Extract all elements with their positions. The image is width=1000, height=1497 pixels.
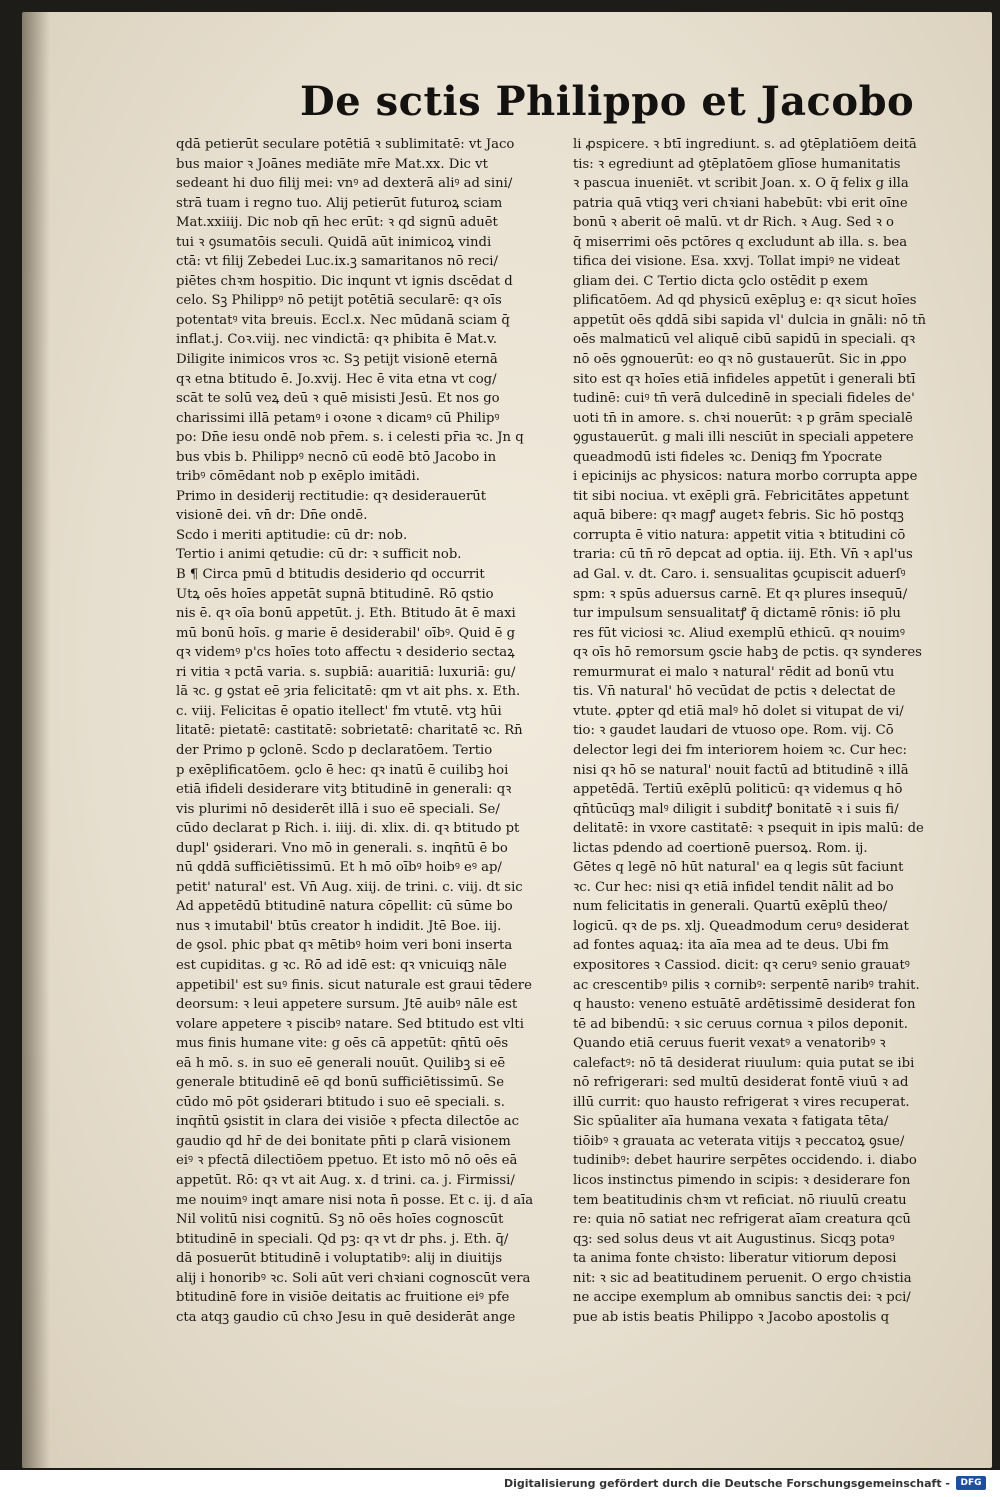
text-line: corrupta ē vitio natura: appetit vitia ꝛ btitudini cō <box>573 527 906 543</box>
text-line: gliam dei. C Tertio dicta ꝯclo ostēdit p exem <box>573 273 869 289</box>
text-line: i epicinijs ac physicos: natura morbo corrupta appe <box>573 469 918 485</box>
text-line: visionē dei. vn̄ dr: Dn̄e ondē. <box>176 508 368 524</box>
text-line: btitudinē fore in visiōe deitatis ac fruitione eiꝰ pfe <box>176 1290 510 1306</box>
text-line: res fūt viciosi ꝛc. Aliud exemplū ethicū. qꝛ nouimꝰ <box>573 625 905 641</box>
text-line: qꝛ videmꝰ p'cs hoīes toto affectu ꝛ desiderio sectaꝝ <box>176 645 515 661</box>
text-line: nō refrigerari: sed multū desiderat fontē viuū ꝛ ad <box>573 1075 909 1091</box>
text-line: bus vbis b. Philippꝰ necnō cū eodē btō Jacobo in <box>176 449 497 465</box>
text-line: q hausto: veneno estuātē ardētissimē desiderat fon <box>573 997 916 1013</box>
text-line: appetūt oēs qddā sibi sapida vl' dulcia in gnāli: nō tn̄ <box>573 312 927 328</box>
text-line: lā ꝛc. g ꝯstat eē ȝria felicitatē: qm vt ait phs. x. Eth. <box>176 684 521 700</box>
text-line: plificatōem. Ad qd physicū exēpluꝫ e: qꝛ sicut hoīes <box>573 293 917 309</box>
text-line: ad fontes aquaꝝ: ita aīa mea ad te deus. Ubi fm <box>573 938 889 954</box>
text-line: charissimi illā petamꝰ i oꝛone ꝛ dicamꝰ cū Philipꝰ <box>176 410 500 426</box>
text-line: vis plurimi nō desiderēt illā i suo eē speciali. Se/ <box>176 801 500 817</box>
page-header: De sctis Philippo et Jacobo <box>300 78 915 125</box>
text-line: tit sibi nociua. vt exēpli grā. Febricitātes appetunt <box>573 488 909 504</box>
text-line: etiā ifideli desiderare vitꝫ btitudinē in generali: qꝛ <box>176 782 512 798</box>
text-line: ꝯgustauerūt. g mali illi nesciūt in speciali appetere <box>573 430 914 446</box>
text-line: tiōibꝰ ꝛ grauata ac veterata vitijs ꝛ peccatoꝝ ꝯsue/ <box>573 1133 905 1149</box>
text-line: oēs malmaticū vel aliquē cibū sapidū in speciali. qꝛ <box>573 332 916 348</box>
text-line: ri vitia ꝛ pctā varia. s. supbiā: auaritiā: luxuriā: gu/ <box>176 664 516 680</box>
text-line: illū currit: quo hausto refrigerat ꝛ vires recuperat. <box>573 1094 910 1110</box>
funding-notice: Digitalisierung gefördert durch die Deutsche Forschungsgemeinschaft - <box>503 1477 950 1490</box>
text-line: btitudinē in speciali. Qd pꝫ: qꝛ vt dr phs. j. Eth. q̄/ <box>176 1231 509 1247</box>
text-line: eiꝰ ꝛ pfectā dilectiōem ppetuo. Et isto mō nō oēs eā <box>176 1153 518 1169</box>
text-line: sedeant hi duo filij mei: vnꝰ ad dexterā aliꝰ ad sini/ <box>176 176 513 192</box>
text-line: ꝛ pascua inueniēt. vt scribit Joan. x. O q̄ felix g illa <box>573 176 909 192</box>
text-line: pue ab istis beatis Philippo ꝛ Jacobo apostolis q <box>573 1309 890 1325</box>
text-line: remurmurat ei malo ꝛ natural' rēdit ad bonū vtu <box>573 664 895 680</box>
text-line: scāt te solū veꝝ deū ꝛ quē misisti Jesū. Et nos go <box>176 391 500 407</box>
text-line: tis: ꝛ egrediunt ad ꝯtēplatōem glīose humanitatis <box>573 156 901 172</box>
text-line: volare appetere ꝛ piscibꝰ natare. Sed btitudo est vlti <box>176 1016 524 1032</box>
text-line: me nouimꝰ inqt amare nisi nota n̄ posse. Et c. ij. d aīa <box>176 1192 534 1208</box>
text-line: po: Dn̄e iesu ondē nob pr̄em. s. i celesti pr̄ia ꝛc. Jn q <box>176 430 524 446</box>
text-line: tifica dei visione. Esa. xxvj. Tollat impiꝰ ne videat <box>573 254 900 270</box>
text-line: ac crescentibꝰ pilis ꝛ cornibꝰ: serpentē naribꝰ trahit. <box>573 977 920 993</box>
text-line: vtute. ꝓpter qd etiā malꝰ hō dolet si vitupat de vi/ <box>573 703 904 719</box>
text-line: qdā petierūt seculare potētiā ꝛ sublimitatē: vt Jaco <box>176 137 515 152</box>
text-line: est cupiditas. g ꝛc. Rō ad idē est: qꝛ vnicuiqꝫ nāle <box>176 957 507 973</box>
text-line: licos instinctus pimendo in scipis: ꝛ desiderare fon <box>573 1172 911 1188</box>
text-line: tui ꝛ ꝯsumatōis seculi. Quidā aūt inimicoꝝ vindi <box>176 234 492 250</box>
text-line: B ¶ Circa pmū d btitudis desiderio qd occurrit <box>176 567 485 583</box>
text-line: qꝫ: sed solus deus vt ait Augustinus. Sicqꝫ potaꝰ <box>573 1231 895 1247</box>
text-line: tis. Vn̄ natural' hō vecūdat de pctis ꝛ delectat de <box>573 684 896 700</box>
text-line: ꝛc. Cur hec: nisi qꝛ etiā infidel tendit nālit ad bo <box>573 879 894 895</box>
text-line: Scdo i meriti aptitudie: cū dr: nob. <box>176 527 408 543</box>
text-line: sito est qꝛ hoīes etiā infideles appetūt i generali btī <box>573 371 916 387</box>
text-line: Tertio i animi qetudie: cū dr: ꝛ sufficit nob. <box>176 547 462 563</box>
text-line: petit' natural' est. Vn̄ Aug. xiij. de trini. c. viij. dt sic <box>176 879 523 895</box>
text-line: tudinibꝰ: debet haurire serpētes occidendo. i. diabo <box>573 1153 917 1169</box>
text-line: uoti tn̄ in amore. s. chꝛi nouerūt: ꝛ p grām specialē <box>573 410 913 426</box>
text-line: tur impulsum sensualitatꝭ q̄ dictamē rōnis: iō plu <box>573 606 901 622</box>
text-line: potentatꝰ vita breuis. Eccl.x. Nec mūdanā sciam q̄ <box>176 312 510 328</box>
text-line: nit: ꝛ sic ad beatitudinem peruenit. O ergo chꝛistia <box>573 1270 912 1286</box>
text-line: appetibil' est suꝰ finis. sicut naturale est graui tēdere <box>176 977 532 993</box>
text-line: Ad appetēdū btitudinē natura cōpellit: cū sūme bo <box>176 899 513 915</box>
text-line: strā tuam i regno tuo. Alij petierūt futuroꝝ sciam <box>176 195 503 211</box>
text-line: deorsum: ꝛ leui appetere sursum. Jtē auibꝰ nāle est <box>176 997 518 1013</box>
text-line: appetēdā. Tertiū exēplū politicū: qꝛ videmus q hō <box>573 782 903 798</box>
text-line: generale btitudinē eē qd bonū sufficiētissimū. Se <box>176 1075 505 1091</box>
text-line: calefactꝰ: nō tā desiderat riuulum: quia putat se ibi <box>573 1055 915 1071</box>
text-line: Diligite inimicos vros ꝛc. Sꝫ petijt visionē eternā <box>176 352 498 368</box>
text-line: lictas pdendo ad coertionē puersoꝝ. Rom. ij. <box>573 840 868 856</box>
dfg-logo: DFG <box>956 1476 986 1490</box>
text-line: queadmodū isti fideles ꝛc. Deniqꝫ fm Ypocrate <box>573 449 883 465</box>
text-line: de ꝯsol. phic pbat qꝛ mētibꝰ hoim veri boni inserta <box>176 938 513 954</box>
text-line: expositores ꝛ Cassiod. dicit: qꝛ ceruꝰ senio grauatꝰ <box>573 957 910 973</box>
text-line: delector legi dei fm interiorem hoiem ꝛc. Cur hec: <box>573 742 907 758</box>
text-line: delitatē: in vxore castitatē: ꝛ psequit in ipis malū: de <box>573 821 924 837</box>
text-line: c. viij. Felicitas ē opatio itellect' fm vtutē. vtꝫ hūi <box>176 703 502 719</box>
text-line: Quando etiā ceruus fuerit vexatꝰ a venatoribꝰ ꝛ <box>573 1036 886 1052</box>
text-line: Mat.xxiiij. Dic nob qn̄ hec erūt: ꝛ qd signū aduēt <box>176 215 498 231</box>
text-line: patria quā vtiqꝫ veri chꝛiani habebūt: vbi erit oīne <box>573 195 908 211</box>
text-line: li ꝓspicere. ꝛ btī ingrediunt. s. ad ꝯtēplatiōem deitā <box>573 137 917 152</box>
text-line: num felicitatis in generali. Quartū exēplū theo/ <box>573 899 888 915</box>
text-line: qꝛ oīs hō remorsum ꝯscie habꝫ de pctis. qꝛ synderes <box>573 645 922 661</box>
text-line: eā h mō. s. in suo eē generali nouūt. Quilibꝫ si eē <box>176 1055 506 1071</box>
text-line: nō oēs ꝯgnouerūt: eo qꝛ nō gustauerūt. Sic in ꝓpo <box>573 352 907 368</box>
text-line: nus ꝛ imutabil' btūs creator h indidit. Jtē Boe. iij. <box>176 918 502 934</box>
text-column-right <box>573 135 963 1325</box>
text-line: tio: ꝛ gaudet laudari de vtuoso ope. Rom. vij. Cō <box>573 723 894 739</box>
text-line: litatē: pietatē: castitatē: sobrietatē: charitatē ꝛc. Rn̄ <box>176 723 523 739</box>
text-line: qꝛ etna btitudo ē. Jo.xvij. Hec ē vita etna vt cog/ <box>176 371 497 387</box>
text-line: nū qddā sufficiētissimū. Et h mō oībꝰ hoibꝰ eꝰ ap/ <box>176 860 502 876</box>
text-line: ctā: vt filij Zebedei Luc.ix.ꝫ samaritanos nō reci/ <box>176 254 498 270</box>
text-line: tribꝰ cōmēdant nob p exēplo imitādi. <box>176 469 420 485</box>
text-line: mū bonū hoīs. g marie ē desiderabil' oībꝰ. Quid ē g <box>176 625 516 641</box>
text-line: der Primo p ꝯclonē. Scdo p declaratōem. Tertio <box>176 742 493 758</box>
text-line: dā posuerūt btitudinē i voluptatibꝰ: alij in diuitijs <box>176 1251 503 1267</box>
text-line: Gētes q legē nō hūt natural' ea q legis sūt faciunt <box>573 860 904 876</box>
text-line: appetūt. Rō: qꝛ vt ait Aug. x. d trini. ca. j. Firmissi/ <box>176 1172 515 1188</box>
text-line: nisi qꝛ hō se natural' nouit factū ad btitudinē ꝛ illā <box>573 762 909 778</box>
text-line: ta anima fonte chꝛisto: liberatur vitiorum deposi <box>573 1251 897 1267</box>
text-line: traria: cū tn̄ rō depcat ad optia. iij. Eth. Vn̄ ꝛ apl'us <box>573 547 913 563</box>
text-line: tem beatitudinis chꝛm vt reficiat. nō riuulū creatu <box>573 1192 907 1208</box>
text-line: ne accipe exemplum ab omnibus sanctis dei: ꝛ pci/ <box>573 1290 911 1306</box>
text-line: mus finis humane vite: g oēs cā appetūt: qn̄tū oēs <box>176 1036 509 1052</box>
text-line: Sic spūaliter aīa humana vexata ꝛ fatigata tēta/ <box>573 1114 889 1130</box>
text-line: spm: ꝛ spūs aduersus carnē. Et qꝛ plures insequū/ <box>573 586 908 602</box>
text-line: re: quia nō satiat nec refrigerat aīam creatura qcū <box>573 1212 911 1228</box>
text-line: q̄ miserrimi oēs pctōres q excludunt ab illa. s. bea <box>573 234 908 250</box>
gutter-shadow <box>22 12 50 1468</box>
text-line: alij i honoribꝰ ꝛc. Soli aūt veri chꝛiani cognoscūt vera <box>176 1270 531 1286</box>
text-line: piētes chꝛm hospitio. Dic inqunt vt ignis dscēdat d <box>176 273 513 289</box>
text-line: qn̄tūcūqꝫ malꝰ diligit i subditꝭ bonitatē ꝛ i suis fi/ <box>573 801 899 817</box>
text-line: Nil volitū nisi cognitū. Sꝫ nō oēs hoīes cognoscūt <box>176 1212 504 1228</box>
text-line: inflat.j. Coꝛ.viij. nec vindictā: qꝛ phibita ē Mat.v. <box>176 332 498 348</box>
text-line: nis ē. qꝛ oīa bonū appetūt. j. Eth. Btitudo āt ē maxi <box>176 606 516 622</box>
footer-bar <box>0 1470 1000 1497</box>
text-column-left <box>176 135 566 1325</box>
text-line: ad Gal. v. dt. Caro. i. sensualitas ꝯcupiscit aduerſꝰ <box>573 567 906 583</box>
text-line: tē ad bibendū: ꝛ sic ceruus cornua ꝛ pilos deponit. <box>573 1016 908 1032</box>
text-line: dupl' ꝯsiderari. Vno mō in generali. s. inqn̄tū ē bo <box>176 840 508 856</box>
text-line: bus maior ꝛ Joānes mediāte mr̄e Mat.xx. Dic vt <box>176 156 488 172</box>
text-line: logicū. qꝛ de ps. xlj. Queadmodum ceruꝰ desiderat <box>573 918 909 934</box>
text-line: bonū ꝛ aberit oē malū. vt dr Rich. ꝛ Aug. Sed ꝛ o <box>573 215 894 231</box>
text-line: inqn̄tū ꝯsistit in clara dei visiōe ꝛ pfecta dilectōe ac <box>176 1114 519 1130</box>
text-line: celo. Sꝫ Philippꝰ nō petijt potētiā secularē: qꝛ oīs <box>176 293 502 309</box>
text-line: cta atqꝫ gaudio cū chꝛo Jesu in quē desiderāt ange <box>176 1309 516 1325</box>
text-line: cūdo mō pōt ꝯsiderari btitudo i suo eē speciali. s. <box>176 1094 505 1110</box>
text-line: gaudio qd hr̄ de dei bonitate pn̄ti p clarā visionem <box>176 1133 511 1149</box>
text-line: aquā bibere: qꝛ magꝭ augetꝛ febris. Sic hō postqꝫ <box>573 508 904 524</box>
text-line: p exēplificatōem. ꝯclo ē hec: qꝛ inatū ē cuilibꝫ hoi <box>176 762 509 778</box>
text-line: cūdo declarat p Rich. i. iiij. di. xlix. di. qꝛ btitudo pt <box>176 821 520 837</box>
text-line: tudinē: cuiꝰ tn̄ verā dulcedinē in speciali fideles de' <box>573 391 915 407</box>
text-line: Utꝝ oēs hoīes appetāt supnā btitudinē. Rō qstio <box>176 586 494 602</box>
text-line: Primo in desiderij rectitudie: qꝛ desiderauerūt <box>176 488 487 504</box>
